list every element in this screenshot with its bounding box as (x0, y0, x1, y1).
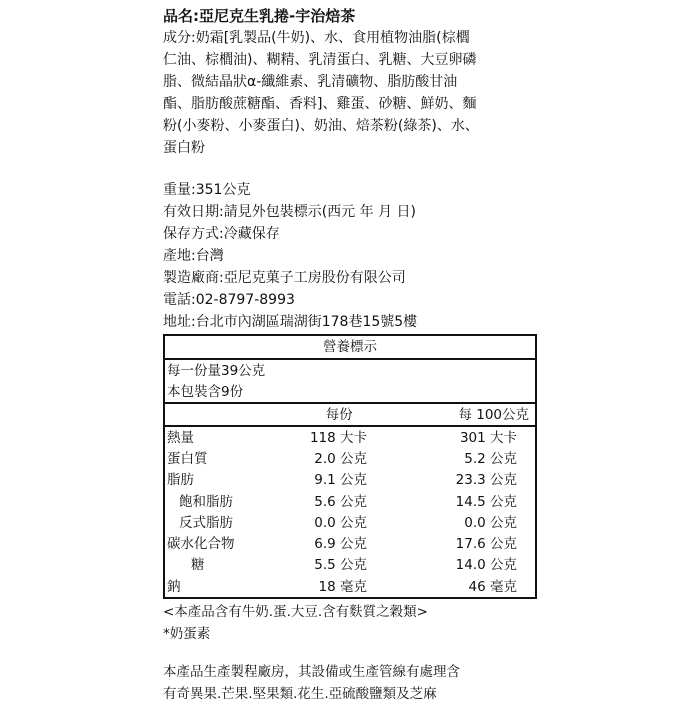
product-label (163, 5, 543, 705)
nutrient-per-serving: 6.9 公克 (314, 536, 367, 553)
allergen-block (163, 601, 543, 645)
product-info-block (163, 179, 543, 333)
nutrient-name: 飽和脂肪 (179, 493, 233, 510)
nutrient-per-serving: 18 毫克 (318, 578, 367, 595)
nutrient-name: 碳水化合物 (167, 536, 235, 553)
ingredients-line: 蛋白粉 (163, 140, 205, 156)
nutrition-row (165, 470, 535, 491)
nutrient-name: 蛋白質 (167, 450, 208, 467)
per-100g-header: 每 100公克 (458, 406, 529, 423)
nutrient-name: 反式脂肪 (179, 514, 233, 531)
nutrient-per-serving: 9.1 公克 (314, 472, 367, 489)
servings-per-package: 本包裝含9份 (165, 381, 535, 404)
ingredients-block (163, 27, 543, 159)
phone-line: 電話:02-8797-8993 (163, 292, 295, 308)
facility-notice-line: 本產品生產製程廠房，其設備或生產管線有處理含 (163, 664, 460, 681)
nutrition-rows (165, 427, 535, 597)
nutrition-row (165, 555, 535, 576)
nutrient-per-serving: 118 大卡 (309, 429, 367, 446)
nutrient-name: 鈉 (167, 578, 181, 595)
nutrition-row (165, 427, 535, 448)
nutrition-row (165, 512, 535, 533)
nutrient-per-100g: 17.6 公克 (455, 536, 517, 553)
ingredients-line: 仁油、棕櫚油)、糊精、乳清蛋白、乳糖、大豆卵磷 (163, 52, 477, 68)
nutrition-facts-table (163, 334, 537, 599)
diet-line: *奶蛋素 (163, 626, 211, 643)
nutrient-per-100g: 46 毫克 (468, 578, 517, 595)
nutrient-per-100g: 23.3 公克 (455, 472, 517, 489)
nutrition-column-headers (165, 404, 535, 427)
address-line: 地址:台北市內湖區瑞湖街178巷15號5樓 (163, 314, 418, 330)
nutrient-name: 熱量 (167, 429, 194, 446)
nutrient-per-100g: 5.2 公克 (464, 450, 517, 467)
nutrient-name: 脂肪 (167, 472, 194, 489)
ingredients-line: 酯、脂肪酸蔗糖酯、香料]、雞蛋、砂糖、鮮奶、麵 (163, 96, 477, 112)
product-title: 品名:亞尼克生乳捲-宇治焙茶 (163, 7, 356, 25)
nutrient-per-100g: 14.5 公克 (455, 493, 517, 510)
ingredients-line: 粉(小麥粉、小麥蛋白)、奶油、焙茶粉(綠茶)、水、 (163, 118, 479, 134)
nutrient-per-100g: 301 大卡 (459, 429, 517, 446)
nutrient-per-serving: 2.0 公克 (314, 450, 367, 467)
nutrient-per-serving: 5.6 公克 (314, 493, 367, 510)
nutrition-row (165, 491, 535, 512)
per-serving-header: 每份 (325, 406, 353, 423)
weight-line: 重量:351公克 (163, 182, 251, 198)
origin-line: 產地:台灣 (163, 248, 224, 264)
nutrition-row (165, 448, 535, 469)
nutrition-row (165, 533, 535, 554)
nutrient-per-serving: 0.0 公克 (314, 514, 367, 531)
ingredients-line: 脂、微結晶狀α-纖維素、乳清礦物、脂肪酸甘油 (163, 74, 458, 90)
nutrient-per-100g: 0.0 公克 (464, 514, 517, 531)
ingredients-line: 成分:奶霜[乳製品(牛奶)、水、食用植物油脂(棕櫚 (163, 30, 470, 46)
nutrient-per-100g: 14.0 公克 (455, 557, 517, 574)
nutrient-per-serving: 5.5 公克 (314, 557, 367, 574)
storage-line: 保存方式:冷藏保存 (163, 226, 280, 242)
facility-notice-line: 有奇異果.芒果.堅果類.花生.亞硫酸鹽類及芝麻 (163, 686, 437, 703)
nutrient-name: 糖 (191, 557, 205, 574)
manufacturer-line: 製造廠商:亞尼克菓子工房股份有限公司 (163, 270, 406, 286)
facility-notice (163, 661, 543, 705)
nutrition-row (165, 576, 535, 597)
serving-size: 每一份量39公克 (167, 362, 266, 379)
expiry-line: 有效日期:請見外包裝標示(西元 年 月 日) (163, 204, 416, 220)
allergen-line: <本產品含有牛奶.蛋.大豆.含有麩質之穀類> (163, 604, 428, 621)
nutrition-header: 營養標示 (165, 336, 535, 360)
